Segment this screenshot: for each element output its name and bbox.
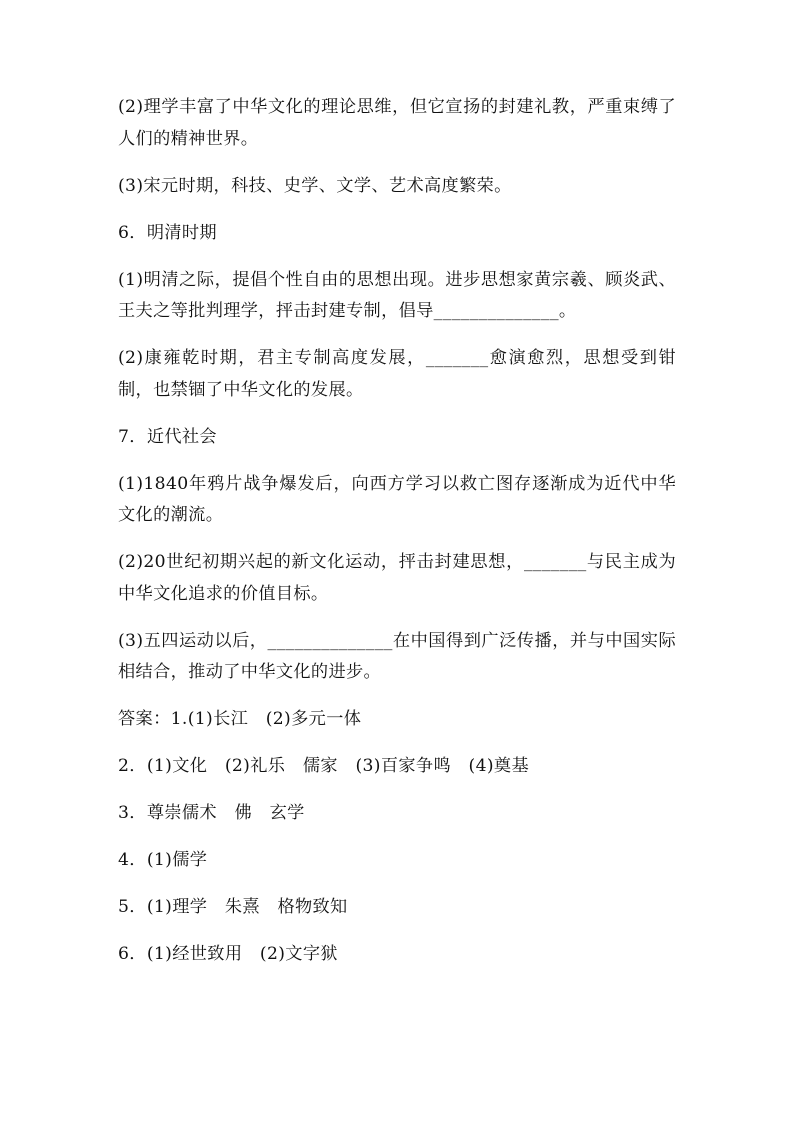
paragraph-ming-qing-thinkers: (1)明清之际，提倡个性自由的思想出现。进步思想家黄宗羲、顾炎武、王夫之等批判理学，抨击封建专制，倡导______________。 xyxy=(118,269,676,321)
answer-line-5: 5．(1)理学 朱熹 格物致知 xyxy=(118,897,348,917)
paragraph-kang-yong-qian: (2)康雍乾时期，君主专制高度发展，_______愈演愈烈，思想受到钳制，也禁锢了中华文化的发展。 xyxy=(118,348,676,400)
answer-line-3: 3．尊崇儒术 佛 玄学 xyxy=(118,803,305,823)
section-heading-ming-qing: 6．明清时期 xyxy=(118,222,217,243)
section-heading-modern-society: 7．近代社会 xyxy=(118,426,217,447)
document-page xyxy=(118,92,676,986)
paragraph-may-fourth: (3)五四运动以后，______________在中国得到广泛传播，并与中国实际相结合，推动了中华文化的进步。 xyxy=(118,630,676,682)
paragraph-song-yuan-prosperity: (3)宋元时期，科技、史学、文学、艺术高度繁荣。 xyxy=(118,175,512,196)
paragraph-opium-war: (1)1840年鸦片战争爆发后，向西方学习以救亡图存逐渐成为近代中华文化的潮流。 xyxy=(118,473,676,525)
answer-line-4: 4．(1)儒学 xyxy=(118,850,208,870)
answer-line-6: 6．(1)经世致用 (2)文字狱 xyxy=(118,944,338,964)
answer-line-2: 2．(1)文化 (2)礼乐 儒家 (3)百家争鸣 (4)奠基 xyxy=(118,756,530,776)
paragraph-new-culture-movement: (2)20世纪初期兴起的新文化运动，抨击封建思想，_______与民主成为中华文化追求的价值目标。 xyxy=(118,552,676,604)
paragraph-lixue-impact: (2)理学丰富了中华文化的理论思维，但它宣扬的封建礼教，严重束缚了人们的精神世界。 xyxy=(118,97,676,149)
answer-line-1: 答案：1.(1)长江 (2)多元一体 xyxy=(118,709,362,729)
